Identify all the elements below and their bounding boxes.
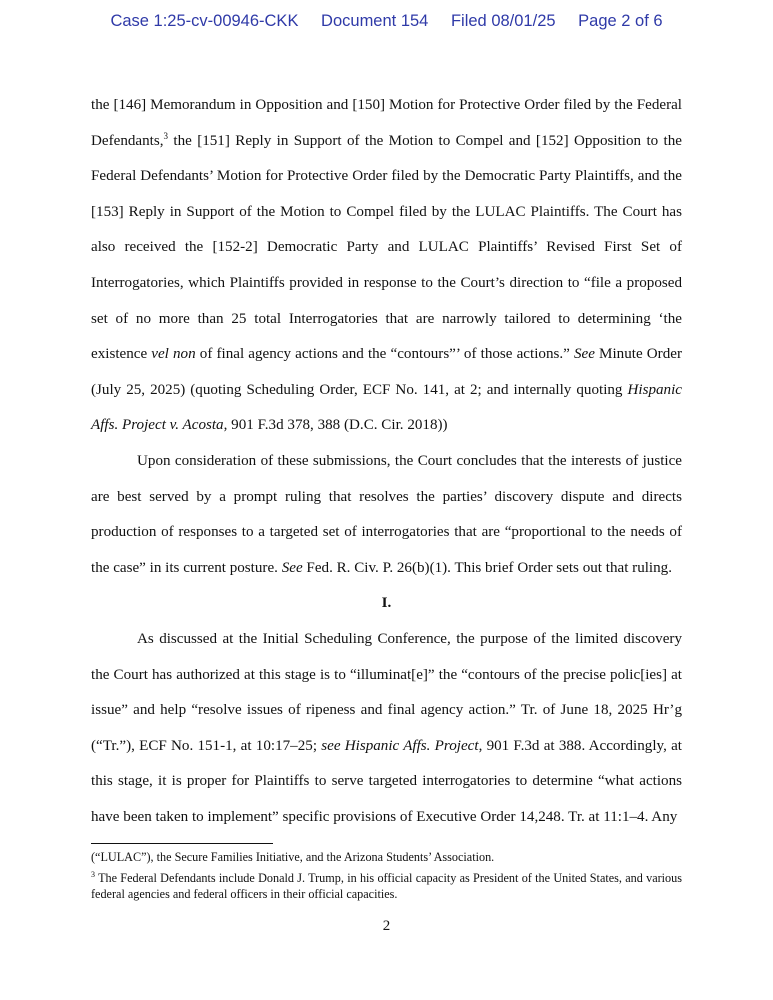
text-run: , 901 F.3d at 388. Accordingly, at this stage, it is proper for Plaintiffs to serve targeted interrogatories to determine “what actions have been taken to implement” specific provisions of Executive Order 14,248. Tr. at 11:1–4. Any xyxy=(91,737,682,825)
text-run: the [146] Memorandum in Opposition and [150] Motion for Protective Order filed by the Federal Defendants, xyxy=(91,97,682,149)
page-indicator: Page 2 of 6 xyxy=(578,12,663,30)
text-run: Upon consideration of these submissions, the Court concludes that the interests of justice are best served by a prompt ruling that resolves the parties’ discovery dispute and directs production of responses to a targeted set of interrogatories that are “proportional to the needs of the case” in its current posture. xyxy=(91,452,682,576)
text-run: Minute Order (July 25, 2025) (quoting Scheduling Order, ECF No. 141, at 2; and internally quoting xyxy=(91,346,682,398)
footnote-continued: (“LULAC”), the Secure Families Initiative, and the Arizona Students’ Association. xyxy=(91,850,495,864)
section-heading: I. xyxy=(381,595,392,612)
footnote-marker: 3 xyxy=(91,869,95,879)
filed-date: Filed 08/01/25 xyxy=(450,12,556,30)
footnote-3 xyxy=(91,870,682,902)
case-number: Case 1:25-cv-00946-CKK xyxy=(110,12,299,30)
paragraph-continued xyxy=(91,88,682,444)
italic-run: vel non xyxy=(151,346,196,363)
text-run: Fed. R. Civ. P. 26(b)(1). This brief Order sets out that ruling. xyxy=(302,559,672,576)
footnote-reference-3: 3 xyxy=(163,130,169,141)
italic-run: See xyxy=(281,559,303,576)
document-body xyxy=(91,88,682,835)
footnote-divider xyxy=(91,843,273,844)
italic-run: See xyxy=(573,346,595,363)
text-run: , 901 F.3d 378, 388 (D.C. Cir. 2018)) xyxy=(223,417,448,434)
case-citation: see Hispanic Affs. Project xyxy=(321,737,479,754)
text-run: As discussed at the Initial Scheduling Conference, the purpose of the limited discovery the Court has authorized at this stage is to “illuminat[e]” the “contours of the precise polic[ies] at issue” and help “resolve issues of ripeness and final agency action.” Tr. of June 18, 2025 Hr’g (“Tr.”), ECF No. 151-1, at 10:17–25; xyxy=(91,630,682,754)
document-number: Document 154 xyxy=(321,12,429,30)
page-number: 2 xyxy=(382,918,391,934)
text-run: of final agency actions and the “contours”’ of those actions.” xyxy=(195,346,574,363)
case-citation: Hispanic Affs. Project v. Acosta xyxy=(91,381,682,434)
paragraph-discussion xyxy=(91,622,682,836)
text-run: the [151] Reply in Support of the Motion to Compel and [152] Opposition to the Federal Defendants’ Motion for Protective Order filed by the Democratic Party Plaintiffs, and the [153] Reply in Support of the Motion to Compel filed by the LULAC Plaintiffs. The Court has also received the [152-2] Democratic Party and LULAC Plaintiffs’ Revised First Set of Interrogatories, which Plaintiffs provided in response to the Court’s direction to “file a proposed set of no more than 25 total Interrogatories that are narrowly tailored to determining ‘the existence xyxy=(91,132,682,363)
footnote-text: The Federal Defendants include Donald J. Trump, in his official capacity as President of the United States, and various federal agencies and federal officers in their official capacities. xyxy=(91,871,682,901)
paragraph-consideration xyxy=(91,444,682,586)
ecf-header xyxy=(0,12,773,31)
footnotes xyxy=(91,849,682,907)
